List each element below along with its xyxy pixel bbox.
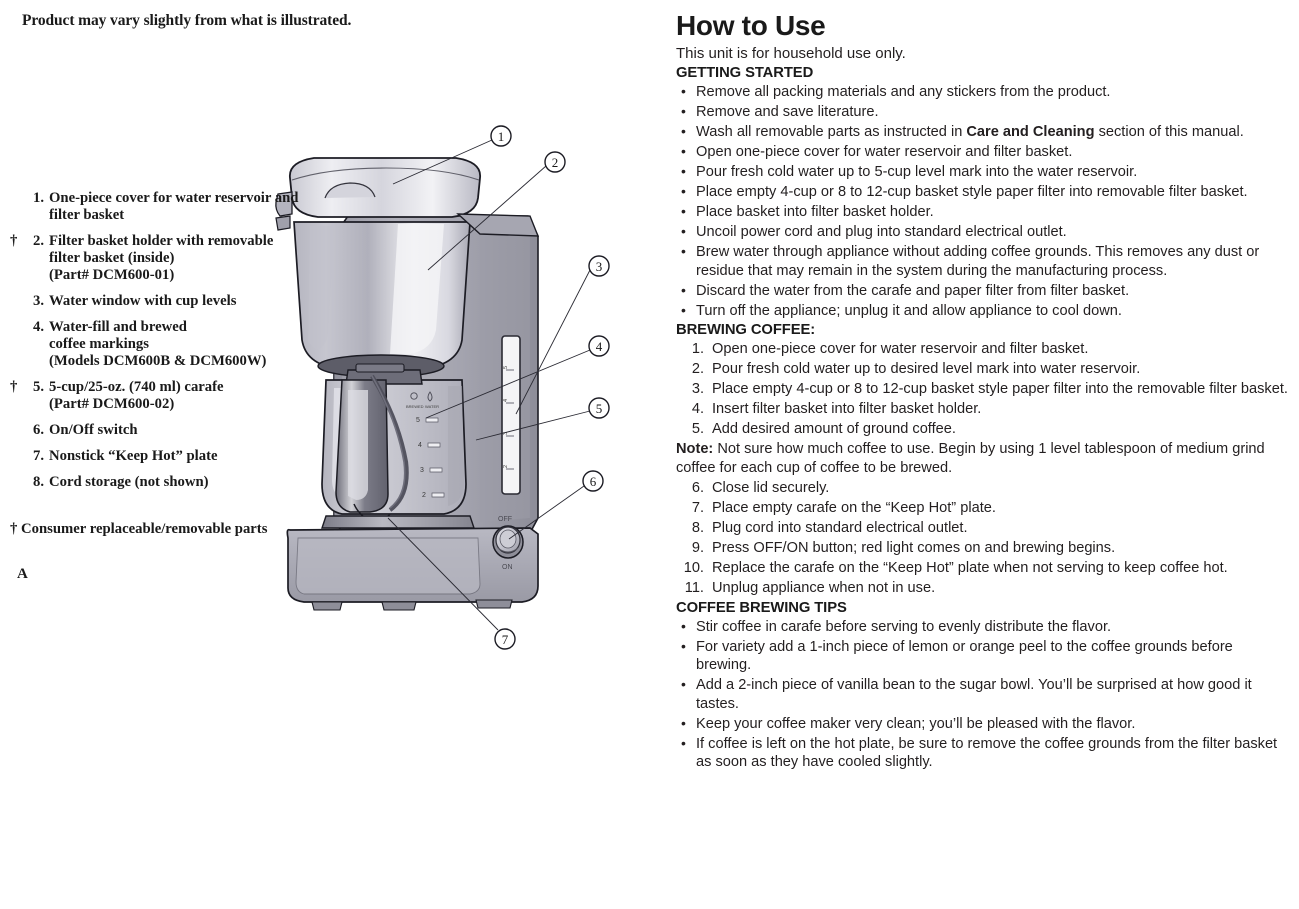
part-line: Filter basket holder with removable: [49, 233, 274, 249]
list-item: • Keep your coffee maker very clean; you’ll be pleased with the flavor.: [676, 715, 1290, 734]
callout-7: [495, 629, 515, 649]
product-vary-note: Product may vary slightly from what is illustrated.: [22, 12, 352, 29]
list-item: [676, 380, 1290, 399]
part-item-7: [10, 448, 310, 465]
part-line: Nonstick “Keep Hot” plate: [49, 448, 218, 464]
part-item-8: [10, 474, 310, 491]
part-line: coffee markings: [49, 336, 149, 352]
step-text: Pour fresh cold water up to desired level mark into water reservoir.: [712, 361, 1141, 377]
switch-off-label: OFF: [498, 516, 512, 523]
step-text: Replace the carafe on the “Keep Hot” plate when not serving to keep coffee hot.: [712, 560, 1228, 576]
step-text: Press OFF/ON button; red light comes on and brewing begins.: [712, 540, 1116, 556]
part-dagger: [10, 293, 22, 310]
step-text: Close lid securely.: [712, 480, 830, 496]
part-text: [49, 233, 310, 284]
step-number: 7.: [691, 500, 704, 516]
step-number: 4.: [691, 401, 704, 417]
list-item: • Place basket into filter basket holder.: [676, 203, 1290, 222]
part-dagger: [10, 422, 22, 439]
callout-label: 4: [595, 339, 603, 354]
list-item: [676, 519, 1290, 538]
part-text: [49, 448, 310, 465]
part-number: 1.: [32, 190, 44, 206]
section-heading-brewing-tips: COFFEE BREWING TIPS: [676, 599, 847, 616]
part-text: [49, 293, 310, 310]
step-text: Add desired amount of ground coffee.: [712, 421, 956, 437]
page-title: How to Use: [676, 10, 826, 41]
callout-3: [589, 256, 609, 276]
step-text: Open one-piece cover for water reservoir and filter basket.: [712, 341, 1089, 357]
callout-5: [589, 398, 609, 418]
carafe-tick-label: 3: [420, 467, 424, 474]
part-line: (Part# DCM600-01): [49, 267, 175, 283]
carafe-tick-label: 4: [418, 442, 422, 449]
list-item: [676, 579, 1290, 598]
part-text: [49, 319, 310, 370]
step-number: 2.: [691, 361, 704, 377]
list-item: • Place empty 4-cup or 8 to 12-cup basket style paper filter into removable filter basket.: [676, 183, 1290, 202]
tick-label: 2: [503, 464, 509, 468]
brewing-steps-list-part2: [676, 479, 1290, 598]
part-line: On/Off switch: [49, 422, 138, 438]
callout-label: 3: [595, 259, 603, 274]
tick-label: 4: [503, 398, 509, 402]
step-text: Insert filter basket into filter basket holder.: [712, 401, 982, 417]
carafe-tick-label: 2: [422, 492, 426, 499]
part-item-6: [10, 422, 310, 439]
callout-2: [545, 152, 565, 172]
step-number: 9.: [691, 540, 704, 556]
list-item: [676, 400, 1290, 419]
step-text: Place empty carafe on the “Keep Hot” plate.: [712, 500, 996, 516]
list-item: • Discard the water from the carafe and paper filter from filter basket.: [676, 282, 1290, 301]
callout-4: [589, 336, 609, 356]
part-text: [49, 474, 310, 491]
intro-text: This unit is for household use only.: [676, 45, 906, 62]
part-line: Water-fill and brewed: [49, 319, 187, 335]
parts-list: [10, 190, 310, 500]
part-line: filter basket: [49, 207, 125, 223]
part-item-3: [10, 293, 310, 310]
list-item: [676, 360, 1290, 379]
step-number: 11.: [684, 580, 704, 596]
list-item: • Pour fresh cold water up to 5-cup level mark into the water reservoir.: [676, 163, 1290, 182]
part-line: Water window with cup levels: [49, 293, 237, 309]
list-item: [676, 479, 1290, 498]
part-dagger: †: [10, 233, 18, 249]
list-item: • For variety add a 1-inch piece of lemon or orange peel to the coffee grounds before brewing.: [676, 638, 1290, 675]
part-text: [49, 422, 310, 439]
list-item: • If coffee is left on the hot plate, be sure to remove the coffee grounds from the filter basket as soon as they have cooled slightly.: [676, 735, 1290, 772]
part-item-4: [10, 319, 310, 370]
list-item: • Remove and save literature.: [676, 103, 1290, 122]
care-and-cleaning-reference: Care and Cleaning: [966, 124, 1095, 140]
svg-text:WATER: WATER: [425, 404, 439, 409]
part-number: 4.: [32, 319, 44, 335]
part-number: 5.: [32, 379, 44, 395]
part-number: 6.: [32, 422, 44, 438]
callout-1: [491, 126, 511, 146]
water-window: [502, 336, 520, 494]
part-number: 7.: [32, 448, 44, 464]
tick-label: 3: [503, 431, 509, 435]
getting-started-list: [676, 83, 1290, 320]
bullet-text-post: section of this manual.: [1094, 124, 1244, 140]
base-foot-right: [476, 600, 512, 608]
brewing-steps-list-part1: [676, 340, 1290, 439]
list-item: [676, 340, 1290, 359]
part-number: 3.: [32, 293, 44, 309]
section-heading-getting-started: GETTING STARTED: [676, 65, 814, 81]
part-number: 8.: [32, 474, 44, 490]
callout-label: 6: [589, 474, 597, 489]
step-text: Plug cord into standard electrical outlet.: [712, 520, 968, 536]
step-text: Place empty 4-cup or 8 to 12-cup basket style paper filter into the removable filter basket.: [712, 381, 1288, 397]
part-line: filter basket (inside): [49, 250, 175, 266]
step-number: 5.: [691, 421, 704, 437]
part-line: (Part# DCM600-02): [49, 396, 175, 412]
part-dagger: †: [10, 379, 18, 395]
list-item: [676, 123, 1290, 142]
part-text: [49, 379, 310, 413]
list-item: [676, 539, 1290, 558]
part-line: Cord storage (not shown): [49, 474, 209, 490]
list-item: • Stir coffee in carafe before serving to evenly distribute the flavor.: [676, 618, 1290, 637]
section-heading-brewing-coffee: BREWING COFFEE:: [676, 322, 816, 338]
step-text: Unplug appliance when not in use.: [712, 580, 936, 596]
part-line: (Models DCM600B & DCM600W): [49, 353, 267, 369]
callout-label: 1: [497, 129, 505, 144]
part-dagger: [10, 448, 22, 465]
carafe-tick-label: 5: [416, 417, 420, 424]
base-foot-left: [312, 602, 342, 610]
one-piece-lid: [290, 158, 480, 217]
part-line: 5-cup/25-oz. (740 ml) carafe: [49, 379, 224, 395]
list-item: [676, 559, 1290, 578]
list-item: • Brew water through appliance without adding coffee grounds. This removes any dust or residue that may remain in the system during the manufacturing process.: [676, 243, 1290, 280]
callout-label: 5: [595, 401, 603, 416]
list-item: • Uncoil power cord and plug into standard electrical outlet.: [676, 223, 1290, 242]
part-item-1: [10, 190, 310, 224]
figure-label-a: A: [17, 566, 28, 582]
note-text: Not sure how much coffee to use. Begin by using 1 level tablespoon of medium grind coffee for each cup of coffee to be brewed.: [676, 441, 1265, 476]
note-label: Note:: [676, 441, 714, 457]
switch-on-label: ON: [502, 564, 513, 571]
step-number: 10.: [683, 560, 704, 576]
part-number: 2.: [32, 233, 44, 249]
list-item: • Remove all packing materials and any stickers from the product.: [676, 83, 1290, 102]
svg-text:BREWED: BREWED: [406, 404, 424, 409]
step-number: 8.: [691, 520, 704, 536]
part-dagger: [10, 319, 22, 370]
right-column: [676, 0, 1290, 909]
coffee-maker-drawing: [276, 126, 609, 649]
list-item: [676, 499, 1290, 518]
brewing-note: [676, 440, 1290, 477]
callout-label: 7: [501, 632, 509, 647]
part-dagger: [10, 190, 22, 224]
part-line: One-piece cover for water reservoir and: [49, 190, 299, 206]
parts-footnote: † Consumer replaceable/removable parts: [10, 521, 268, 537]
step-number: 1.: [691, 341, 704, 357]
bullet-text-pre: Wash all removable parts as instructed in: [696, 124, 967, 140]
base-foot-mid: [382, 602, 416, 610]
keep-hot-plate: [322, 516, 474, 528]
part-dagger: [10, 474, 22, 491]
brewing-tips-list: [676, 618, 1290, 772]
part-text: [49, 190, 310, 224]
list-item: • Turn off the appliance; unplug it and allow appliance to cool down.: [676, 302, 1290, 321]
part-item-5: [10, 379, 310, 413]
callout-6: [583, 471, 603, 491]
list-item: • Add a 2-inch piece of vanilla bean to the sugar bowl. You’ll be surprised at how good it tastes.: [676, 676, 1290, 713]
callout-label: 2: [551, 155, 559, 170]
list-item: [676, 420, 1290, 439]
tick-label: 5: [503, 365, 509, 369]
step-number: 3.: [691, 381, 704, 397]
list-item: • Open one-piece cover for water reservoir and filter basket.: [676, 143, 1290, 162]
part-item-2: [10, 233, 310, 284]
step-number: 6.: [691, 480, 704, 496]
